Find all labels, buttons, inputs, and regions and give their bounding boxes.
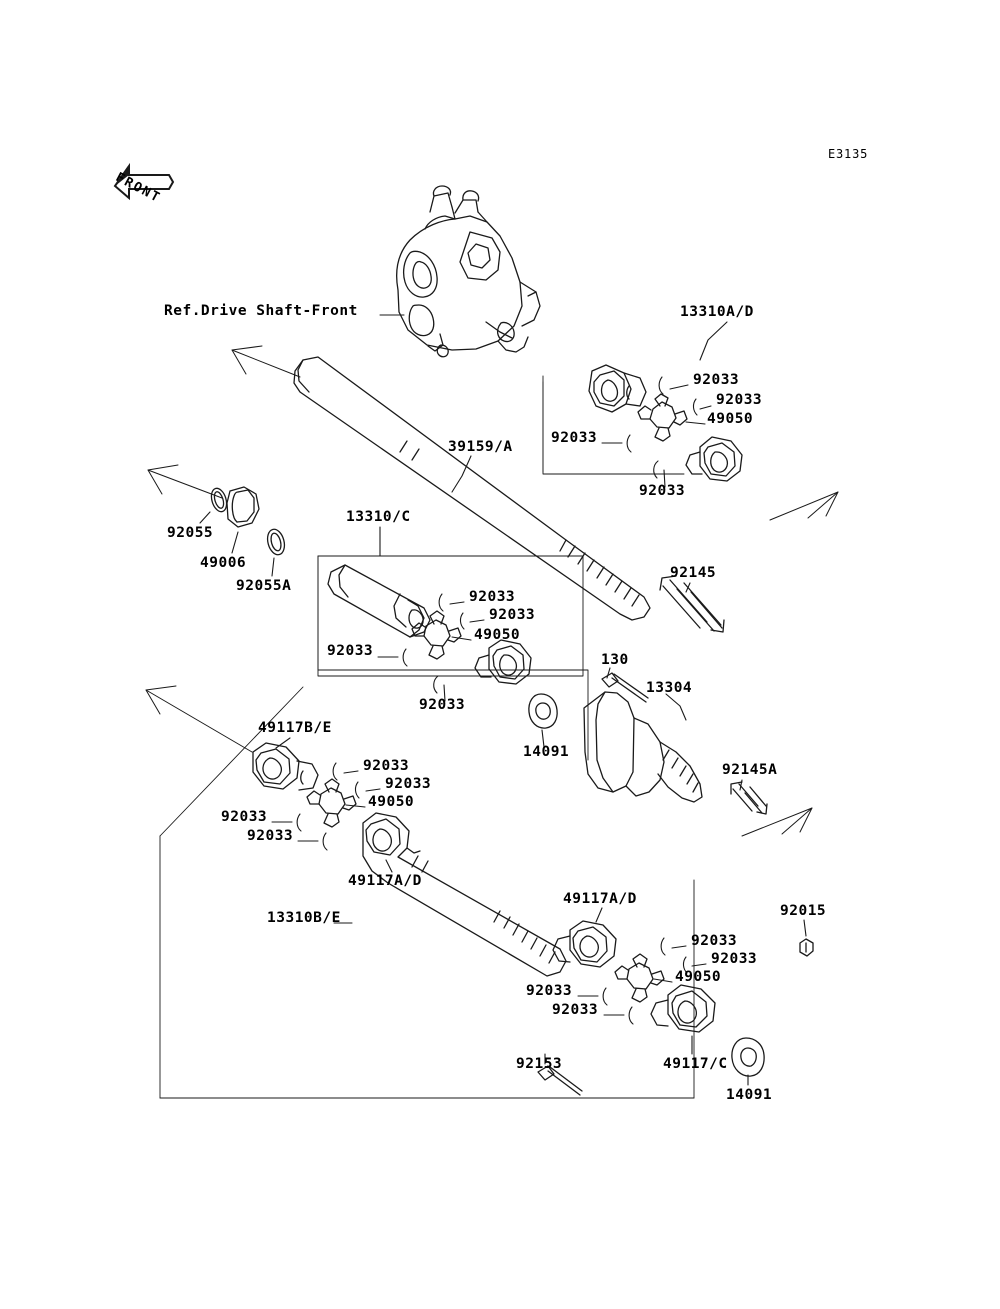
callout-92033-h: 92033 xyxy=(419,697,466,713)
yoke-49117AD-2 xyxy=(553,921,616,967)
callout-92055A: 92055A xyxy=(236,578,292,594)
callout-92015: 92015 xyxy=(780,903,827,919)
callout-92033-d: 92033 xyxy=(639,483,686,499)
callout-49050-b: 49050 xyxy=(474,627,521,643)
spring-92145 xyxy=(660,576,724,632)
callout-49050-d: 49050 xyxy=(675,969,722,985)
callout-92033-l: 92033 xyxy=(247,828,294,844)
callout-39159A: 39159/A xyxy=(448,439,513,455)
callout-92033-k: 92033 xyxy=(221,809,268,825)
washer-14091-bottom xyxy=(732,1038,764,1076)
callout-92033-n: 92033 xyxy=(711,951,758,967)
nut-92015 xyxy=(800,939,813,956)
callout-92055: 92055 xyxy=(167,525,214,541)
callout-92033-c: 92033 xyxy=(551,430,598,446)
yoke-49117BE xyxy=(253,743,318,790)
callout-49117BE: 49117B/E xyxy=(258,720,332,736)
callout-92033-p: 92033 xyxy=(552,1002,599,1018)
callout-ref-drive-shaft-front: Ref.Drive Shaft-Front xyxy=(164,303,358,319)
callout-92033-e: 92033 xyxy=(469,589,516,605)
callout-49117AD-1: 49117A/D xyxy=(348,873,422,889)
callout-49006: 49006 xyxy=(200,555,247,571)
callout-92033-a: 92033 xyxy=(693,372,740,388)
callout-49050-c: 49050 xyxy=(368,794,415,810)
front-label: FRONT xyxy=(112,170,164,207)
callout-92033-f: 92033 xyxy=(489,607,536,623)
front-drive-case xyxy=(397,186,540,357)
callout-92033-g: 92033 xyxy=(327,643,374,659)
callout-13310BE: 13310B/E xyxy=(267,910,341,926)
callout-92145: 92145 xyxy=(670,565,717,581)
callout-13304: 13304 xyxy=(646,680,693,696)
callout-92033-o: 92033 xyxy=(526,983,573,999)
yoke-49117C xyxy=(651,985,715,1032)
callout-130: 130 xyxy=(601,652,629,668)
callout-14091-b: 14091 xyxy=(726,1087,773,1103)
callout-49117AD-2: 49117A/D xyxy=(563,891,637,907)
callout-92145A: 92145A xyxy=(722,762,778,778)
callout-13310AD: 13310A/D xyxy=(680,304,754,320)
callout-14091-a: 14091 xyxy=(523,744,570,760)
diagram-code: E3135 xyxy=(828,147,869,161)
callout-13310C: 13310/C xyxy=(346,509,411,525)
callout-92033-b: 92033 xyxy=(716,392,763,408)
callout-92033-j: 92033 xyxy=(385,776,432,792)
callout-49050-a: 49050 xyxy=(707,411,754,427)
spring-92145A xyxy=(731,782,767,814)
callout-92153: 92153 xyxy=(516,1056,563,1072)
shaft-49117AD xyxy=(363,813,566,976)
callout-92033-i: 92033 xyxy=(363,758,410,774)
callout-92033-m: 92033 xyxy=(691,933,738,949)
cross-49050-lower-right xyxy=(615,954,664,1002)
callout-49117C: 49117/C xyxy=(663,1056,728,1072)
